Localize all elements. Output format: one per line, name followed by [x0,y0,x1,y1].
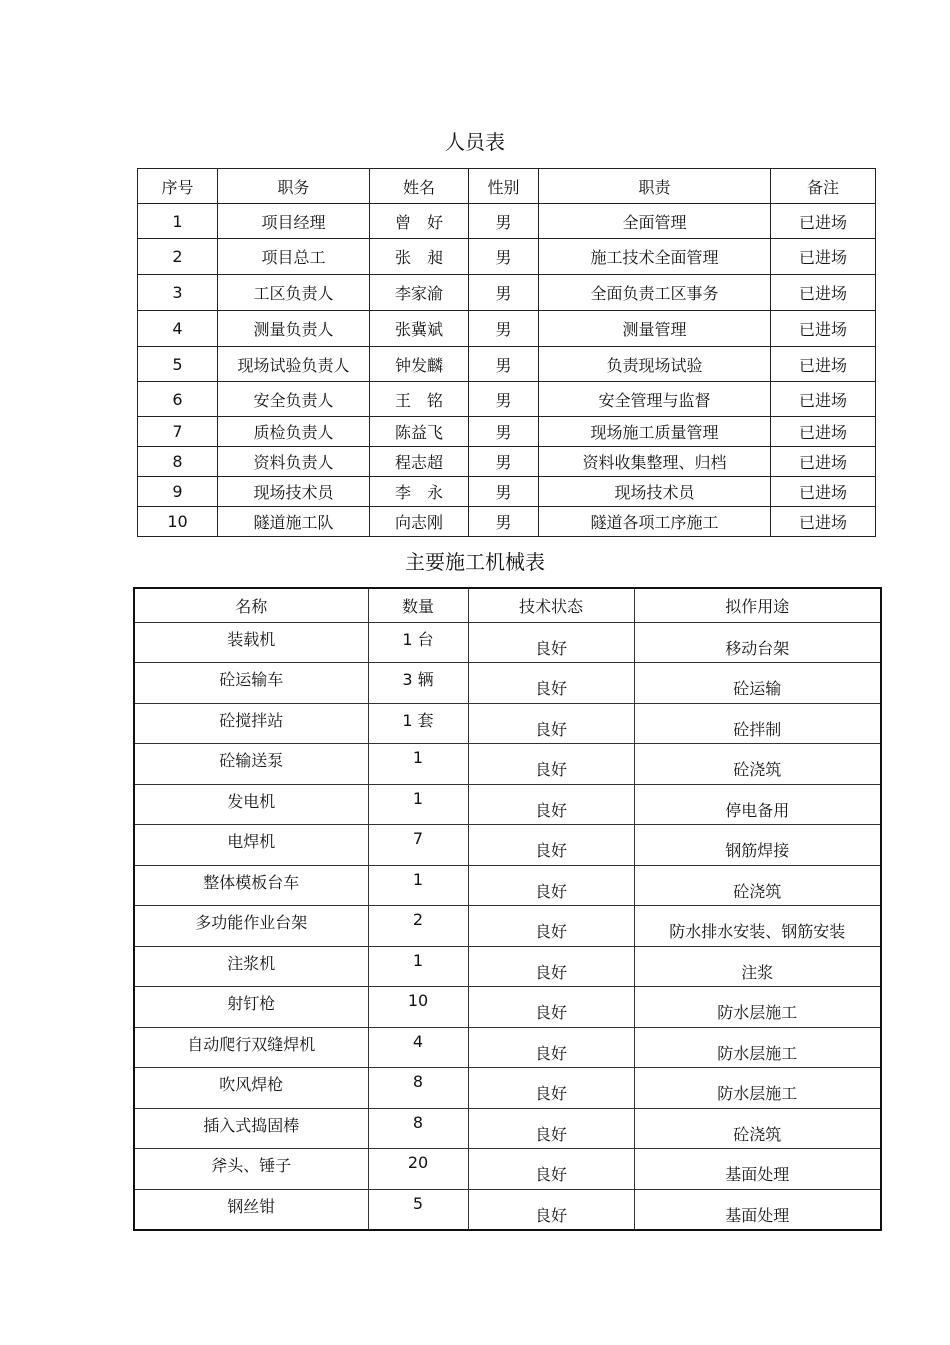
cell-condition: 良好 [468,622,634,663]
personnel-table [137,168,876,537]
cell-quantity: 1 [368,744,468,785]
personnel-header-row [138,169,876,204]
cell-name: 陈益飞 [370,417,469,447]
cell-quantity: 10 [368,987,468,1028]
cell-condition: 良好 [468,1149,634,1190]
header-usage: 拟作用途 [634,588,881,622]
header-gender: 性别 [469,169,539,204]
cell-position: 安全负责人 [218,382,370,417]
cell-name: 张冀斌 [370,311,469,347]
cell-remark: 已进场 [771,507,876,537]
personnel-row [138,417,876,447]
cell-equipment-name: 斧头、锤子 [134,1149,368,1190]
cell-duty: 全面管理 [539,204,771,239]
cell-condition: 良好 [468,946,634,987]
cell-index: 1 [138,204,218,239]
personnel-row [138,311,876,347]
cell-remark: 已进场 [771,204,876,239]
cell-equipment-name: 射钉枪 [134,987,368,1028]
cell-index: 3 [138,275,218,311]
cell-position: 项目经理 [218,204,370,239]
cell-index: 10 [138,507,218,537]
personnel-row [138,239,876,275]
cell-quantity: 8 [368,1108,468,1149]
cell-equipment-name: 砼运输车 [134,663,368,704]
cell-usage: 砼浇筑 [634,865,881,906]
machinery-row [134,946,881,987]
cell-remark: 已进场 [771,347,876,382]
cell-quantity: 1 [368,784,468,825]
machinery-row [134,865,881,906]
header-position: 职务 [218,169,370,204]
cell-duty: 安全管理与监督 [539,382,771,417]
cell-condition: 良好 [468,744,634,785]
cell-index: 2 [138,239,218,275]
cell-quantity: 1 [368,946,468,987]
cell-usage: 移动台架 [634,622,881,663]
cell-remark: 已进场 [771,382,876,417]
machinery-row [134,1189,881,1230]
personnel-row [138,275,876,311]
machinery-table-title: 主要施工机械表 [405,550,545,574]
cell-gender: 男 [469,311,539,347]
cell-name: 程志超 [370,447,469,477]
cell-name: 王 铭 [370,382,469,417]
machinery-row [134,744,881,785]
personnel-row [138,204,876,239]
cell-condition: 良好 [468,825,634,866]
cell-equipment-name: 自动爬行双缝焊机 [134,1027,368,1068]
cell-usage: 防水层施工 [634,987,881,1028]
cell-equipment-name: 电焊机 [134,825,368,866]
machinery-row [134,663,881,704]
cell-gender: 男 [469,275,539,311]
cell-position: 隧道施工队 [218,507,370,537]
cell-duty: 现场技术员 [539,477,771,507]
cell-equipment-name: 多功能作业台架 [134,906,368,947]
cell-usage: 注浆 [634,946,881,987]
cell-position: 质检负责人 [218,417,370,447]
cell-usage: 停电备用 [634,784,881,825]
cell-position: 现场试验负责人 [218,347,370,382]
personnel-row [138,382,876,417]
cell-quantity: 2 [368,906,468,947]
cell-remark: 已进场 [771,447,876,477]
cell-remark: 已进场 [771,477,876,507]
cell-quantity: 8 [368,1068,468,1109]
personnel-row [138,507,876,537]
cell-remark: 已进场 [771,417,876,447]
cell-quantity: 1 [368,865,468,906]
cell-condition: 良好 [468,987,634,1028]
header-name: 姓名 [370,169,469,204]
cell-equipment-name: 插入式捣固棒 [134,1108,368,1149]
cell-duty: 全面负责工区事务 [539,275,771,311]
cell-remark: 已进场 [771,311,876,347]
cell-usage: 防水排水安装、钢筋安装 [634,906,881,947]
cell-equipment-name: 发电机 [134,784,368,825]
machinery-row [134,906,881,947]
cell-duty: 资料收集整理、归档 [539,447,771,477]
cell-duty: 施工技术全面管理 [539,239,771,275]
personnel-row [138,447,876,477]
machinery-row [134,1068,881,1109]
cell-remark: 已进场 [771,239,876,275]
cell-equipment-name: 钢丝钳 [134,1189,368,1230]
cell-duty: 现场施工质量管理 [539,417,771,447]
cell-equipment-name: 整体模板台车 [134,865,368,906]
machinery-row [134,703,881,744]
cell-position: 资料负责人 [218,447,370,477]
header-duty: 职责 [539,169,771,204]
cell-gender: 男 [469,417,539,447]
cell-index: 6 [138,382,218,417]
cell-index: 8 [138,447,218,477]
cell-quantity: 5 [368,1189,468,1230]
cell-index: 4 [138,311,218,347]
cell-usage: 防水层施工 [634,1068,881,1109]
cell-condition: 良好 [468,703,634,744]
cell-index: 7 [138,417,218,447]
cell-condition: 良好 [468,1068,634,1109]
machinery-row [134,1027,881,1068]
cell-quantity: 7 [368,825,468,866]
cell-name: 向志刚 [370,507,469,537]
cell-name: 李家渝 [370,275,469,311]
personnel-row [138,477,876,507]
cell-gender: 男 [469,382,539,417]
cell-gender: 男 [469,204,539,239]
machinery-header-row [134,588,881,622]
cell-usage: 钢筋焊接 [634,825,881,866]
cell-duty: 隧道各项工序施工 [539,507,771,537]
cell-gender: 男 [469,239,539,275]
cell-usage: 砼运输 [634,663,881,704]
cell-equipment-name: 砼输送泵 [134,744,368,785]
cell-position: 现场技术员 [218,477,370,507]
cell-gender: 男 [469,477,539,507]
machinery-table [133,587,882,1231]
cell-usage: 基面处理 [634,1189,881,1230]
cell-usage: 砼浇筑 [634,744,881,785]
cell-duty: 负责现场试验 [539,347,771,382]
header-quantity: 数量 [368,588,468,622]
cell-equipment-name: 装载机 [134,622,368,663]
cell-gender: 男 [469,347,539,382]
cell-index: 9 [138,477,218,507]
cell-duty: 测量管理 [539,311,771,347]
cell-quantity: 1 台 [368,622,468,663]
personnel-row [138,347,876,382]
cell-condition: 良好 [468,906,634,947]
cell-quantity: 3 辆 [368,663,468,704]
cell-gender: 男 [469,447,539,477]
cell-remark: 已进场 [771,275,876,311]
cell-usage: 砼拌制 [634,703,881,744]
cell-equipment-name: 砼搅拌站 [134,703,368,744]
cell-position: 测量负责人 [218,311,370,347]
machinery-row [134,784,881,825]
header-equipment-name: 名称 [134,588,368,622]
cell-equipment-name: 吹风焊枪 [134,1068,368,1109]
header-index: 序号 [138,169,218,204]
cell-gender: 男 [469,507,539,537]
cell-condition: 良好 [468,1189,634,1230]
cell-position: 项目总工 [218,239,370,275]
cell-condition: 良好 [468,663,634,704]
cell-condition: 良好 [468,784,634,825]
cell-quantity: 20 [368,1149,468,1190]
cell-index: 5 [138,347,218,382]
cell-name: 李 永 [370,477,469,507]
cell-equipment-name: 注浆机 [134,946,368,987]
machinery-row [134,825,881,866]
cell-name: 张 昶 [370,239,469,275]
cell-quantity: 1 套 [368,703,468,744]
cell-condition: 良好 [468,1027,634,1068]
cell-position: 工区负责人 [218,275,370,311]
cell-usage: 基面处理 [634,1149,881,1190]
cell-quantity: 4 [368,1027,468,1068]
cell-usage: 砼浇筑 [634,1108,881,1149]
cell-name: 曾 好 [370,204,469,239]
header-remark: 备注 [771,169,876,204]
cell-condition: 良好 [468,1108,634,1149]
machinery-row [134,1108,881,1149]
header-condition: 技术状态 [468,588,634,622]
personnel-table-title: 人员表 [445,130,505,154]
machinery-row [134,1149,881,1190]
cell-condition: 良好 [468,865,634,906]
machinery-row [134,622,881,663]
cell-usage: 防水层施工 [634,1027,881,1068]
cell-name: 钟发麟 [370,347,469,382]
machinery-row [134,987,881,1028]
